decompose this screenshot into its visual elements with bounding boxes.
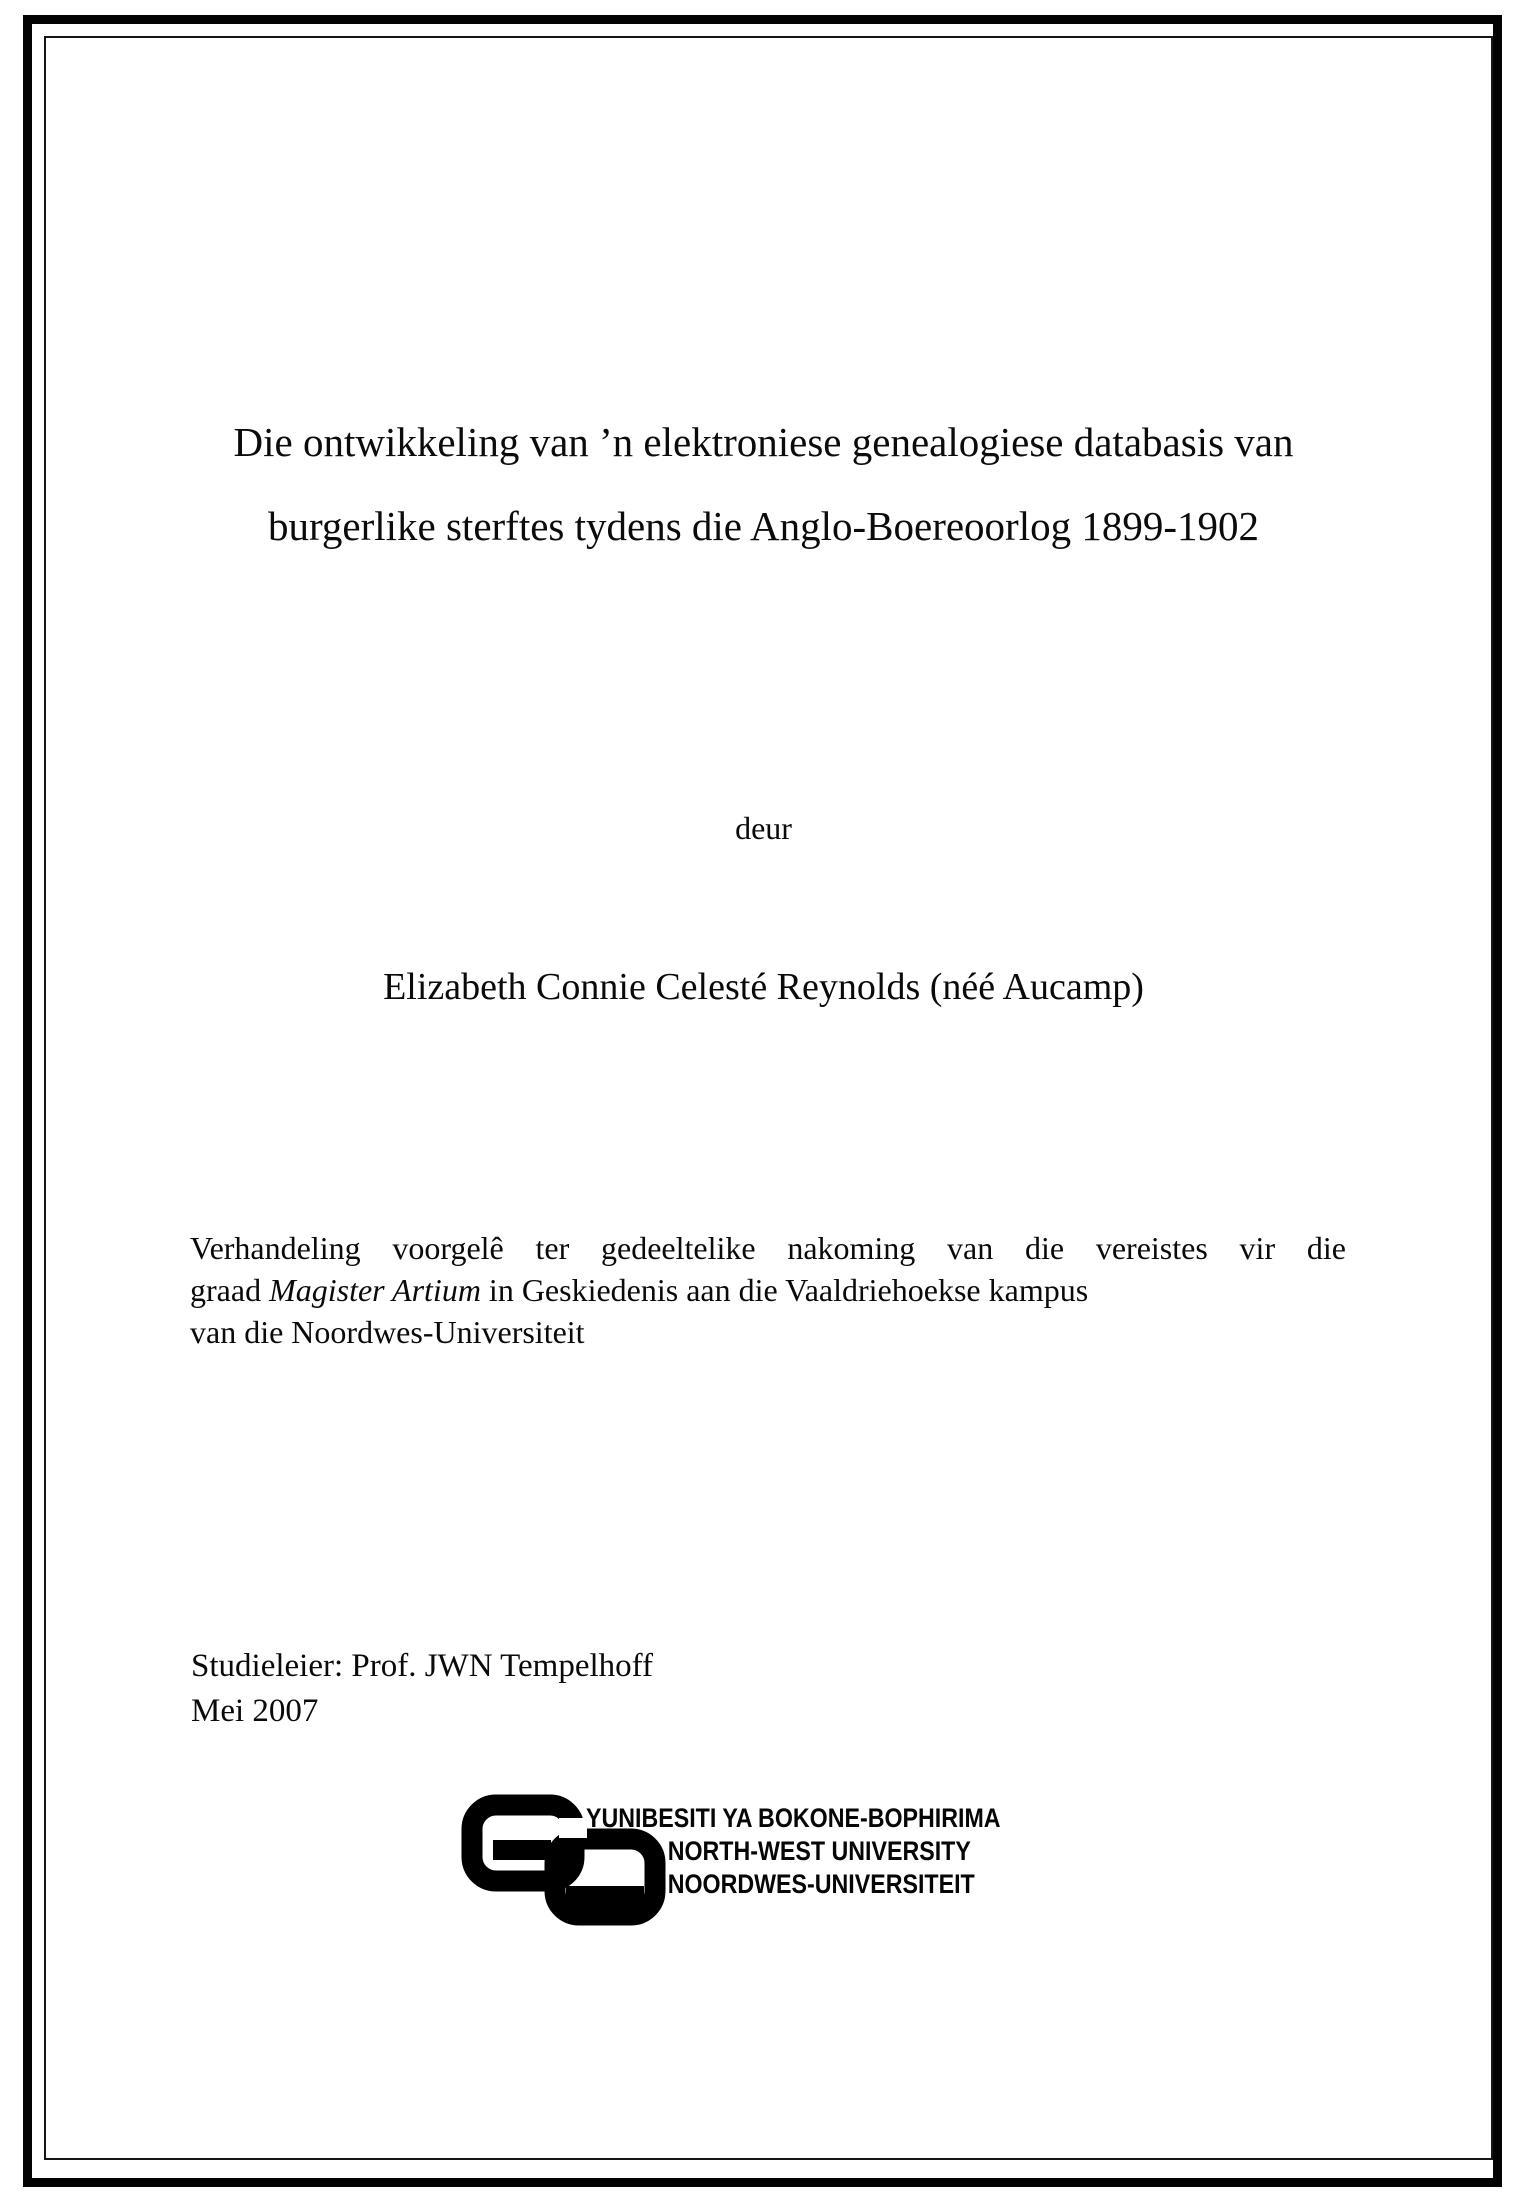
thesis-line2-prefix: graad	[190, 1272, 262, 1308]
thesis-line1-word: die	[1025, 1230, 1065, 1266]
logo-line-english: NORTH-WEST UNIVERSITY	[667, 1836, 971, 1866]
nwu-logo-text	[586, 1802, 1001, 1901]
thesis-line1-word: voorgelê	[392, 1230, 504, 1266]
thesis-line1-word: die	[1306, 1230, 1346, 1266]
byline-deur: deur	[735, 810, 792, 846]
thesis-line1-word: vereistes	[1095, 1230, 1208, 1266]
date-line: Mei 2007	[191, 1693, 319, 1729]
title-line-2: burgerlike sterftes tydens die Anglo-Boereoorlog 1899-1902	[267, 503, 1259, 549]
thesis-line1-word: nakoming	[787, 1230, 916, 1266]
thesis-degree-name: Magister Artium	[269, 1272, 481, 1308]
supervisor-line: Studieleier: Prof. JWN Tempelhoff	[191, 1648, 654, 1684]
thesis-line1-word: Verhandeling	[190, 1230, 361, 1266]
thesis-statement-line-2	[190, 1269, 1346, 1311]
supervisor-block	[191, 1644, 653, 1734]
logo-line-setswana: YUNIBESITI YA BOKONE-BOPHIRIMA	[586, 1803, 1001, 1833]
author-name: Elizabeth Connie Celesté Reynolds (néé Aucamp)	[383, 966, 1144, 1008]
logo-line-afrikaans: NOORDWES-UNIVERSITEIT	[667, 1869, 975, 1899]
thesis-statement-line-3: van die Noordwes-Universiteit	[190, 1314, 585, 1350]
page-title	[150, 400, 1377, 568]
thesis-line2-suffix: in Geskiedenis aan die Vaaldriehoekse kampus	[488, 1272, 1089, 1308]
thesis-statement	[190, 1227, 1346, 1353]
thesis-statement-line-1	[190, 1227, 1346, 1269]
thesis-line1-text	[190, 1227, 1346, 1269]
thesis-line1-word: ter	[535, 1230, 570, 1266]
thesis-line1-word: gedeeltelike	[600, 1230, 756, 1266]
thesis-line1-word: van	[947, 1230, 994, 1266]
title-line-1: Die ontwikkeling van ’n elektroniese genealogiese databasis van	[233, 419, 1294, 465]
thesis-line1-word: vir	[1239, 1230, 1276, 1266]
